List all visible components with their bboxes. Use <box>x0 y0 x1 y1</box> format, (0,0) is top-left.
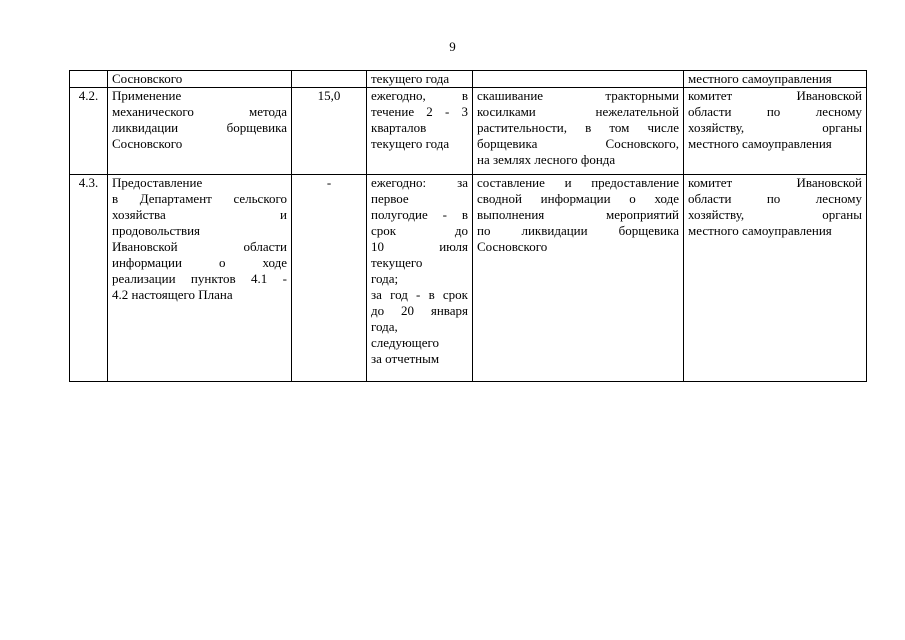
cell-line: местного самоуправления <box>688 136 832 151</box>
cost-cell: 15,0 <box>292 88 367 175</box>
table-row <box>70 175 867 382</box>
cell-line: первое <box>371 191 409 206</box>
cost-cell: - <box>292 175 367 382</box>
responsible-cell <box>684 71 867 88</box>
cell-line: хозяйству, органы <box>688 207 862 222</box>
cell-line: местного самоуправления <box>688 71 832 86</box>
cell-line: полугодие - в <box>371 207 468 222</box>
cost-cell <box>292 71 367 88</box>
cell-line: реализации пунктов 4.1 - <box>112 271 287 286</box>
cell-line: скашивание тракторными <box>477 88 679 103</box>
cell-line: за отчетным <box>371 351 440 366</box>
plan-table <box>69 70 867 382</box>
term-cell <box>367 175 473 382</box>
cell-line: текущего года <box>371 136 450 151</box>
expected-result-cell <box>473 175 684 382</box>
cell-line: Применение <box>112 88 182 103</box>
cell-line: растительности, в том числе <box>477 120 679 135</box>
cell-line: года, <box>371 319 398 334</box>
cell-line: области по лесному <box>688 104 862 119</box>
measure-name-cell <box>108 71 292 88</box>
cell-line: Сосновского <box>477 239 548 254</box>
cell-line: ежегодно, в <box>371 88 468 103</box>
cell-line: до 20 января <box>371 303 468 318</box>
cell-line: местного самоуправления <box>688 223 832 238</box>
term-cell <box>367 71 473 88</box>
cell-line: продовольствия <box>112 223 201 238</box>
cell-line: на землях лесного фонда <box>477 152 616 167</box>
item-number-cell: 4.3. <box>70 175 108 382</box>
cell-line: Ивановской области <box>112 239 287 254</box>
cell-line: информации о ходе <box>112 255 287 270</box>
cell-line: выполнения мероприятий <box>477 207 679 222</box>
cell-line: за год - в срок <box>371 287 468 302</box>
table-row <box>70 71 867 88</box>
item-number-cell <box>70 71 108 88</box>
cell-line: Предоставление <box>112 175 203 190</box>
cell-line: по ликвидации борщевика <box>477 223 679 238</box>
term-cell <box>367 88 473 175</box>
cell-line: Сосновского <box>112 71 183 86</box>
table-row <box>70 88 867 175</box>
expected-result-cell <box>473 71 684 88</box>
cell-line: составление и предоставление <box>477 175 679 190</box>
item-number-cell: 4.2. <box>70 88 108 175</box>
cell-line: года; <box>371 271 399 286</box>
cell-line: хозяйства и <box>112 207 287 222</box>
cell-line: ликвидации борщевика <box>112 120 287 135</box>
cell-line: 10 июля <box>371 239 468 254</box>
cell-line: следующего <box>371 335 439 350</box>
cell-line: кварталов <box>371 120 427 135</box>
cell-line: 4.2 настоящего Плана <box>112 287 233 302</box>
cell-line: ежегодно: за <box>371 175 468 190</box>
cell-line: сводной информации о ходе <box>477 191 679 206</box>
plan-table-body <box>70 71 867 382</box>
expected-result-cell <box>473 88 684 175</box>
measure-name-cell <box>108 88 292 175</box>
cell-line: комитет Ивановской <box>688 88 862 103</box>
cell-line: борщевика Сосновского, <box>477 136 679 151</box>
cell-line: в Департамент сельского <box>112 191 287 206</box>
responsible-cell <box>684 88 867 175</box>
cell-line: течение 2 - 3 <box>371 104 468 119</box>
responsible-cell <box>684 175 867 382</box>
cell-line: хозяйству, органы <box>688 120 862 135</box>
cell-line: текущего <box>371 255 423 270</box>
cell-line: срок до <box>371 223 468 238</box>
cell-line: косилками нежелательной <box>477 104 679 119</box>
measure-name-cell <box>108 175 292 382</box>
page-number: 9 <box>449 39 456 54</box>
cell-line: механического метода <box>112 104 287 119</box>
cell-line: текущего года <box>371 71 450 86</box>
cell-line: Сосновского <box>112 136 183 151</box>
cell-line: области по лесному <box>688 191 862 206</box>
cell-line: комитет Ивановской <box>688 175 862 190</box>
